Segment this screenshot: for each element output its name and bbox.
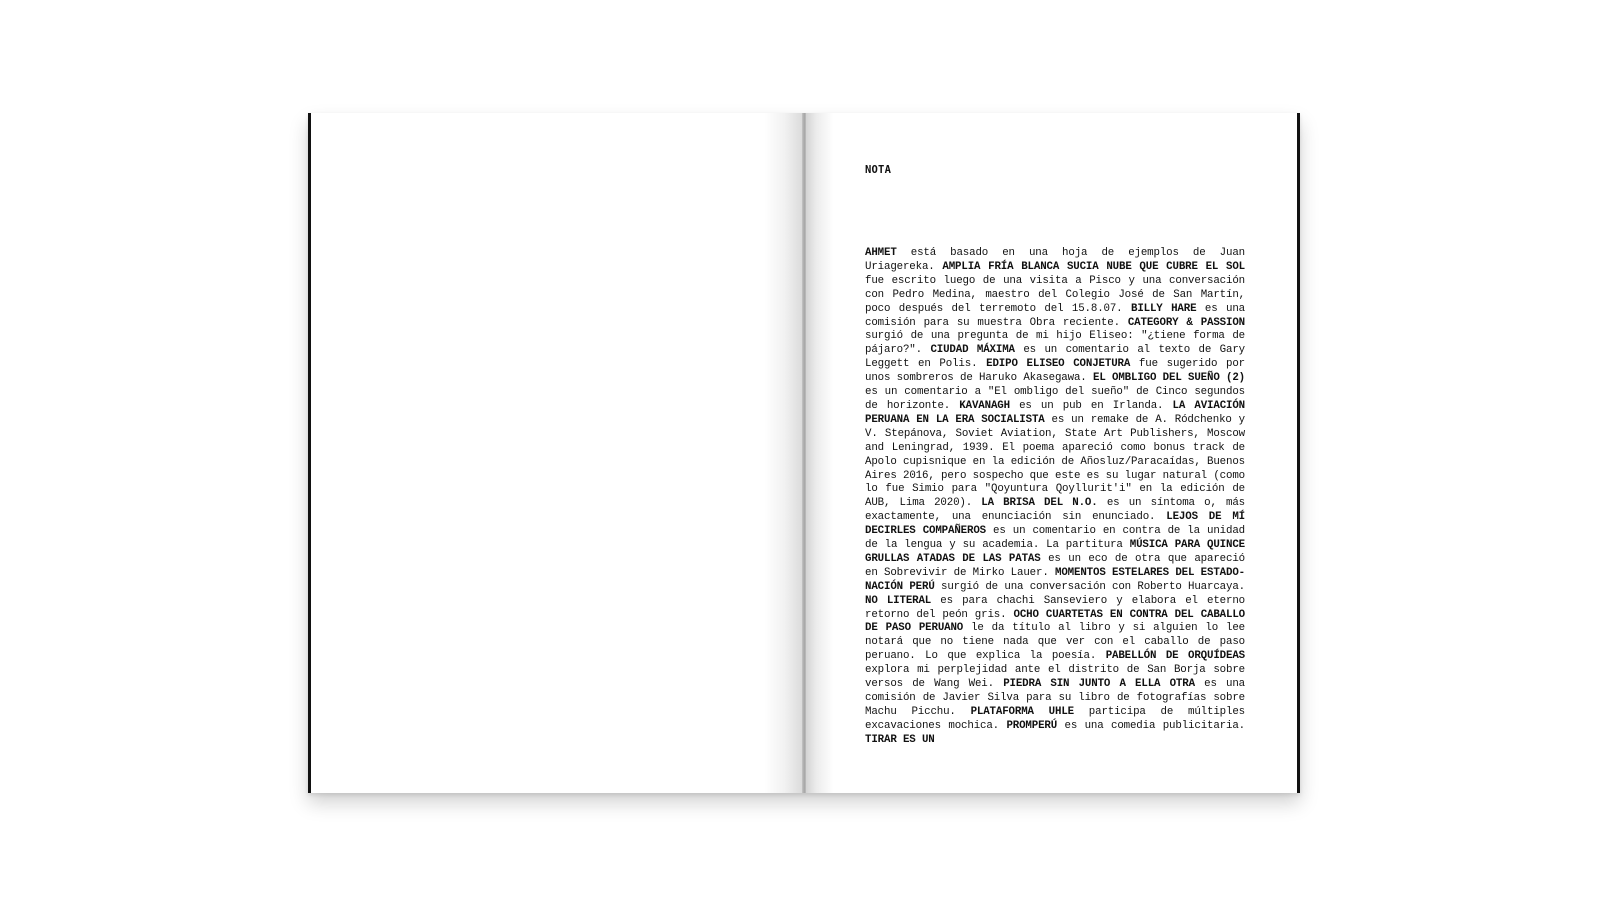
poem-title-reference: KAVANAGH bbox=[959, 399, 1010, 412]
note-text: es un comentario al texto de Gary Leggett en Polis. bbox=[865, 344, 1245, 371]
note-text: surgió de una pregunta de mi hijo Eliseo: "¿tiene forma de pájaro?". bbox=[865, 330, 1245, 357]
poem-title-reference: AMPLIA FRÍA BLANCA SUCIA NUBE QUE CUBRE EL SOL bbox=[942, 260, 1245, 273]
note-text: es una comedia publicitaria. bbox=[1057, 719, 1245, 732]
poem-title-reference: EL OMBLIGO DEL SUEÑO (2) bbox=[1092, 372, 1245, 385]
note-text: explora mi perplejidad ante el distrito de San Borja sobre versos de Wang Wei. bbox=[865, 664, 1245, 691]
open-book bbox=[308, 113, 1300, 793]
page-title: NOTA bbox=[865, 164, 892, 176]
right-page bbox=[804, 113, 1300, 793]
poem-title-reference: EDIPO ELISEO CONJETURA bbox=[986, 358, 1131, 371]
note-text: le da título al libro y si alguien lo lee notará que no tiene nada que ver con el caballo de paso peruano. Lo que explica la poesía. bbox=[865, 622, 1245, 663]
note-text: es un comentario en contra de la unidad de la lengua y su academia. La partitura bbox=[865, 525, 1245, 552]
note-text: es un remake de A. Ródchenko y V. Stepánova, Soviet Aviation, State Art Publishers, Moscow and Leningrad, 1939. El poema apareció como bonus track de Apolo cupisnique en la edición de Añosluz/Paracaídas, Buenos Aires 2016, pero sospecho que este es su lugar natural (como lo fue Simio para "Qoyuntura Qoyllurit'i" en la edición de AUB, Lima 2020). bbox=[865, 413, 1245, 510]
poem-title-reference: BILLY HARE bbox=[1130, 302, 1197, 315]
note-text: participa de múltiples excavaciones mochica. bbox=[865, 705, 1245, 732]
poem-title-reference: LA BRISA DEL N.O. bbox=[981, 497, 1098, 510]
note-text: es un eco de otra que apareció en Sobrevivir de Mirko Lauer. bbox=[865, 552, 1245, 579]
poem-title-reference: MÚSICA PARA QUINCE GRULLAS ATADAS DE LAS PATAS bbox=[865, 539, 1245, 565]
poem-title-reference: LA AVIACIÓN PERUANA EN LA ERA SOCIALISTA bbox=[865, 399, 1246, 426]
poem-title-reference: MOMENTOS ESTELARES DEL ESTADO-NACIÓN PERÚ bbox=[865, 566, 1245, 593]
left-page bbox=[308, 113, 804, 793]
note-body bbox=[865, 247, 1245, 748]
note-text: es una comisión de Javier Silva para su libro de fotografías sobre Machu Picchu. bbox=[865, 678, 1246, 718]
poem-title-reference: PLATAFORMA UHLE bbox=[970, 705, 1074, 718]
note-text: es para chachi Sanseviero y elabora el eterno retorno del peón gris. bbox=[865, 594, 1245, 621]
poem-title-reference: CIUDAD MÁXIMA bbox=[930, 344, 1015, 357]
poem-title-reference: PROMPERÚ bbox=[1006, 719, 1058, 732]
note-text: es un pub en Irlanda. bbox=[1009, 399, 1173, 412]
poem-title-reference: NO LITERAL bbox=[865, 594, 932, 607]
note-text: está basado en una hoja de ejemplos de Juan Uriagereka. bbox=[865, 247, 1245, 273]
note-text: surgió de una conversación con Roberto Huarcaya. bbox=[934, 580, 1245, 593]
poem-title-reference: PABELLÓN DE ORQUÍDEAS bbox=[1105, 650, 1245, 663]
note-text: es un comentario a "El ombligo del sueño" de Cinco segundos de horizonte. bbox=[865, 386, 1245, 412]
poem-title-reference: TIRAR ES UN bbox=[865, 733, 935, 746]
note-text: fue escrito luego de una visita a Pisco y una conversación con Pedro Medina, maestro del Colegio José de San Martín, poco después del terremoto del 15.8.07. bbox=[865, 274, 1245, 315]
poem-title-reference: PIEDRA SIN JUNTO A ELLA OTRA bbox=[1003, 678, 1195, 691]
note-text: es un síntoma o, más exactamente, una enunciación sin enunciado. bbox=[865, 497, 1245, 524]
poem-title-reference: CATEGORY & PASSION bbox=[1127, 316, 1245, 329]
poem-title-reference: OCHO CUARTETAS EN CONTRA DEL CABALLO DE PASO PERUANO bbox=[865, 608, 1245, 635]
poem-title-reference: AHMET bbox=[865, 247, 897, 259]
poem-title-reference: LEJOS DE MÍ DECIRLES COMPAÑEROS bbox=[865, 511, 1245, 538]
book-gutter bbox=[802, 113, 806, 793]
note-text: es una comisión para su muestra Obra reciente. bbox=[865, 302, 1245, 329]
note-text: fue sugerido por unos sombreros de Haruko Akasegawa. bbox=[865, 358, 1245, 385]
